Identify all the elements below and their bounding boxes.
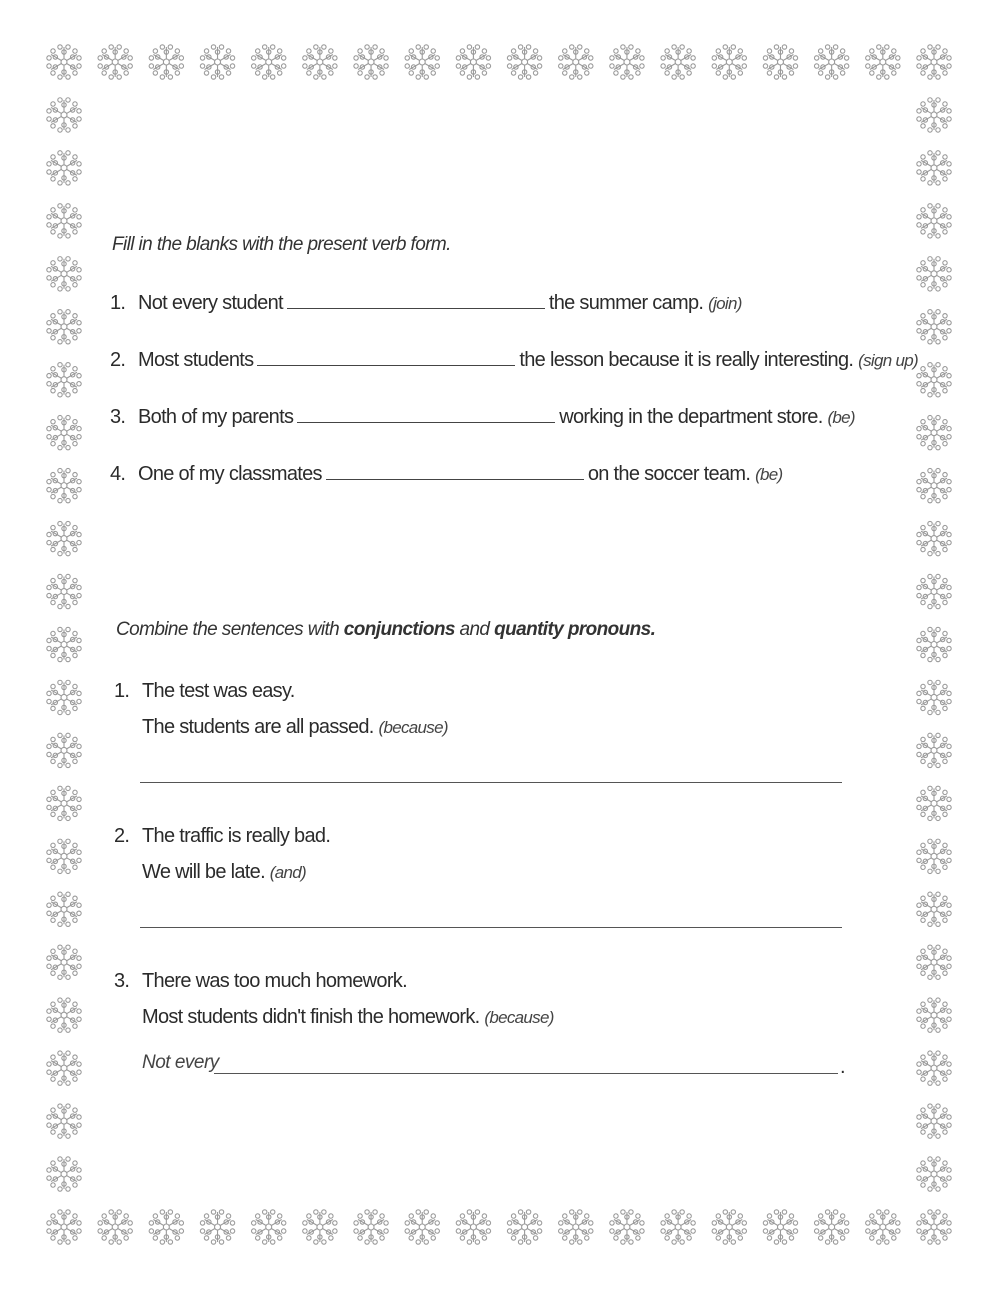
sentence-1: There was too much homework. [142, 970, 407, 992]
combine-item-2-line2 [142, 861, 306, 884]
combine-item-2-line1 [114, 825, 330, 848]
instruction-bold-quantity-pronouns: quantity pronouns. [494, 619, 656, 640]
verb-hint: (sign up) [858, 351, 918, 370]
answer-blank-2[interactable] [257, 347, 515, 366]
instruction-text: Combine the sentences with [116, 619, 340, 640]
combine-item-3-line1 [114, 970, 407, 993]
conjunction-hint: (and) [269, 863, 306, 882]
combine-item-1-line1 [114, 680, 295, 703]
item-text-after: working in the department store. [559, 406, 823, 428]
section2-instruction [116, 619, 655, 641]
answer-blank-3[interactable] [297, 404, 555, 423]
sentence-2: Most students didn't finish the homework. [142, 1006, 480, 1028]
sentence-2: The students are all passed. [142, 716, 374, 738]
conjunction-hint: (because) [378, 718, 448, 737]
answer-period: . [840, 1056, 845, 1078]
instruction-text: and [459, 619, 490, 640]
item-number: 4. [110, 463, 126, 485]
item-text-after: on the soccer team. [587, 463, 751, 485]
answer-line-1[interactable] [140, 782, 842, 783]
item-text-after: the lesson because it is really interesting. [519, 349, 854, 371]
conjunction-hint: (because) [484, 1008, 554, 1027]
verb-hint: (join) [708, 294, 742, 313]
fill-item-2 [110, 347, 918, 372]
verb-hint: (be) [827, 408, 855, 427]
sentence-1: The test was easy. [142, 680, 295, 702]
item-number: 3. [114, 970, 130, 992]
item-number: 1. [114, 680, 130, 702]
fill-item-1 [110, 290, 742, 315]
item-text-before: Both of my parents [138, 406, 294, 428]
answer-blank-4[interactable] [326, 461, 584, 480]
item-number: 2. [114, 825, 130, 847]
answer-lead-text: Not every [142, 1052, 219, 1073]
combine-item-3-line2 [142, 1006, 554, 1029]
fill-item-3 [110, 404, 855, 429]
verb-hint: (be) [755, 465, 783, 484]
answer-line-2[interactable] [140, 927, 842, 928]
item-text-after: the summer camp. [548, 292, 704, 314]
item-number: 2. [110, 349, 126, 371]
sentence-2: We will be late. [142, 861, 265, 883]
combine-item-1-line2 [142, 716, 448, 739]
fill-item-4 [110, 461, 783, 486]
item-text-before: Most students [138, 349, 254, 371]
item-number: 3. [110, 406, 126, 428]
answer-blank-1[interactable] [287, 290, 545, 309]
item-number: 1. [110, 292, 126, 314]
item-text-before: Not every student [138, 292, 283, 314]
sentence-1: The traffic is really bad. [142, 825, 331, 847]
item-text-before: One of my classmates [138, 463, 322, 485]
answer-line-3[interactable] [214, 1073, 838, 1074]
instruction-bold-conjunctions: conjunctions [343, 619, 455, 640]
section1-instruction: Fill in the blanks with the present verb form. [112, 234, 451, 255]
